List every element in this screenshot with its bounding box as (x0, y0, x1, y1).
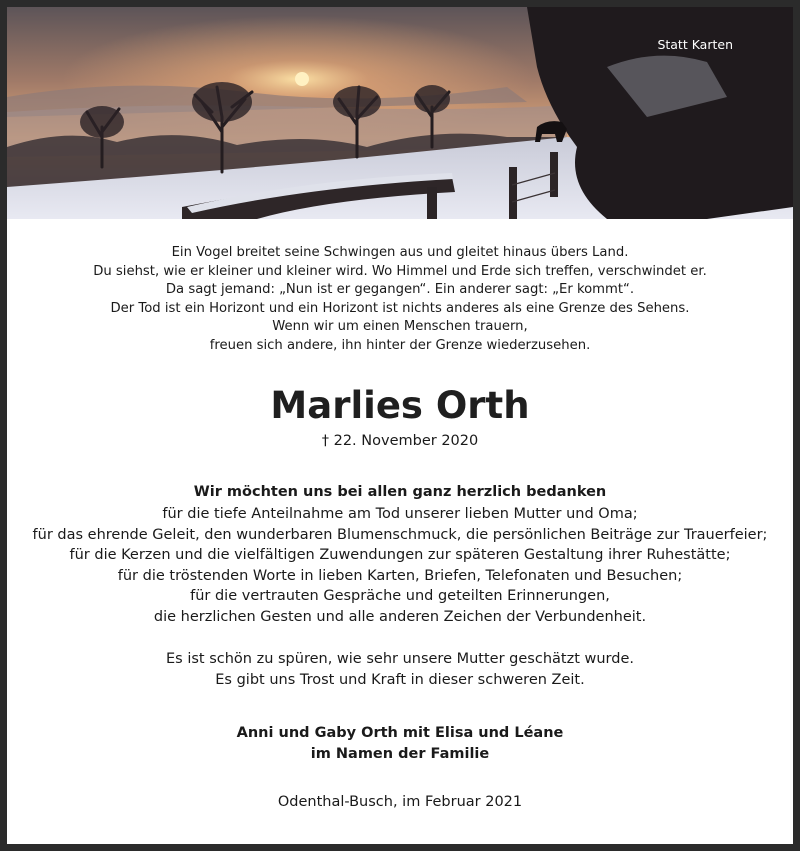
poem-line: Der Tod ist ein Horizont und ein Horizont ist nichts anderes als eine Grenze des Sehens. (110, 300, 690, 316)
deceased-name: Marlies Orth (270, 384, 530, 427)
thanks-line: für die tiefe Anteilnahme am Tod unserer lieben Mutter und Oma; (162, 506, 638, 522)
poem-line: Wenn wir um einen Menschen trauern, (272, 319, 528, 334)
closing-line: Es ist schön zu spüren, wie sehr unsere Mutter geschätzt wurde. (166, 651, 634, 667)
header-photo (7, 7, 793, 219)
thanks-line: für das ehrende Geleit, den wunderbaren Blumenschmuck, die persönlichen Beiträge zur Trauerfeier; (32, 526, 768, 543)
thanks-line: die herzlichen Gesten und alle anderen Zeichen der Verbundenheit. (153, 608, 647, 625)
signature (7, 723, 793, 764)
poem-line: Da sagt jemand: „Nun ist er gegangen“. Ein anderer sagt: „Er kommt“. (165, 282, 635, 297)
signature-line: Anni und Gaby Orth mit Elisa und Léane (236, 725, 564, 741)
poem-line: freuen sich andere, ihn hinter der Grenze wiederzusehen. (209, 337, 591, 353)
poem-line: Du siehst, wie er kleiner und kleiner wird. Wo Himmel und Erde sich treffen, verschwindet er. (93, 263, 707, 279)
thanks-line: für die vertrauten Gespräche und geteilten Erinnerungen, (190, 588, 610, 604)
poem-line: Ein Vogel breitet seine Schwingen aus und gleitet hinaus übers Land. (171, 245, 629, 260)
poem (7, 244, 793, 355)
notice-content (7, 219, 793, 812)
thanks-line: für die tröstenden Worte in lieben Karten, Briefen, Telefonaten und Besuchen; (117, 567, 683, 584)
thanks-lines (7, 504, 793, 627)
thanks-line: für die Kerzen und die vielfältigen Zuwendungen zur späteren Gestaltung ihrer Ruhestätte; (69, 547, 731, 563)
closing-text (7, 649, 793, 690)
closing-line: Es gibt uns Trost und Kraft in dieser schweren Zeit. (215, 671, 585, 688)
place-date: Odenthal-Busch, im Februar 2021 (277, 794, 523, 810)
statt-karten-label: Statt Karten (657, 37, 733, 52)
signature-line: im Namen der Familie (310, 745, 490, 762)
thanks-title: Wir möchten uns bei allen ganz herzlich bedanken (193, 484, 607, 500)
death-date: † 22. November 2020 (321, 433, 479, 449)
